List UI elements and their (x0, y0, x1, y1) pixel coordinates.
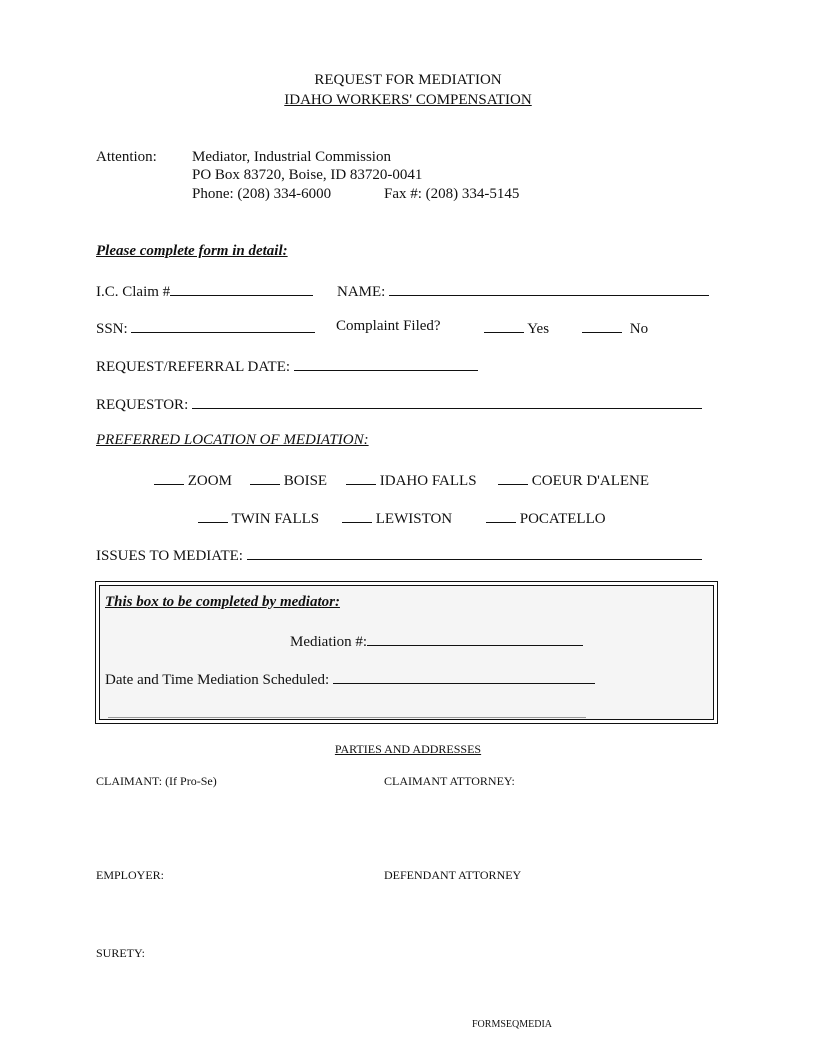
mediator-box (95, 581, 718, 724)
mediator-box-inner (99, 585, 714, 720)
location-coeur-dalene-label: COEUR D'ALENE (531, 473, 650, 489)
referral-date-row (96, 356, 478, 376)
location-heading: PREFERRED LOCATION OF MEDIATION: (96, 432, 369, 448)
mediator-box-heading: This box to be completed by mediator: (105, 594, 340, 610)
claim-number-field[interactable] (170, 281, 313, 296)
complaint-yes-option[interactable] (484, 318, 549, 338)
location-boise-label: BOISE (283, 473, 328, 489)
location-option-pocatello[interactable] (486, 508, 606, 528)
ssn-row (96, 318, 315, 338)
location-lewiston-label: LEWISTON (375, 511, 453, 527)
location-zoom-label: ZOOM (187, 473, 232, 489)
location-option-idaho-falls[interactable] (346, 470, 477, 490)
location-idaho-falls-field[interactable] (346, 470, 376, 485)
mediation-number-field[interactable] (367, 631, 583, 646)
complaint-yes-field[interactable] (484, 318, 524, 333)
location-coeur-dalene-field[interactable] (498, 470, 528, 485)
mediation-number-row (290, 631, 583, 651)
location-option-zoom[interactable] (154, 470, 232, 490)
mediation-scheduled-row (105, 669, 595, 689)
name-label: NAME: (337, 284, 386, 300)
ssn-field[interactable] (131, 318, 315, 333)
mediation-scheduled-field[interactable] (333, 669, 595, 684)
form-code: FORMSEQMEDIA (472, 1019, 553, 1030)
claimant-label: CLAIMANT: (If Pro-Se) (96, 774, 217, 788)
location-option-lewiston[interactable] (342, 508, 452, 528)
location-option-coeur-dalene[interactable] (498, 470, 649, 490)
employer-label: EMPLOYER: (96, 868, 165, 882)
claim-number-row (96, 281, 313, 301)
location-lewiston-field[interactable] (342, 508, 372, 523)
location-twin-falls-field[interactable] (198, 508, 228, 523)
location-twin-falls-label: TWIN FALLS (231, 511, 320, 527)
complaint-no-field[interactable] (582, 318, 622, 333)
requestor-label: REQUESTOR: (96, 397, 189, 413)
name-field[interactable] (389, 281, 709, 296)
complaint-filed-label: Complaint Filed? (336, 318, 441, 334)
issues-field[interactable] (247, 545, 702, 560)
claim-number-label: I.C. Claim # (96, 284, 171, 300)
referral-date-field[interactable] (294, 356, 478, 371)
parties-heading: PARTIES AND ADDRESSES (334, 742, 482, 756)
referral-date-label: REQUEST/REFERRAL DATE: (96, 359, 291, 375)
instructions-heading: Please complete form in detail: (96, 243, 288, 259)
mediation-number-label: Mediation #: (290, 634, 368, 650)
form-title: REQUEST FOR MEDIATION (314, 72, 502, 88)
mediation-scheduled-label: Date and Time Mediation Scheduled: (105, 672, 330, 688)
attention-phone: Phone: (208) 334-6000 (192, 186, 332, 202)
defendant-attorney-label: DEFENDANT ATTORNEY (384, 868, 522, 882)
requestor-row (96, 394, 702, 414)
attention-fax: Fax #: (208) 334-5145 (384, 186, 520, 202)
name-row (337, 281, 709, 301)
location-zoom-field[interactable] (154, 470, 184, 485)
attention-line-2: PO Box 83720, Boise, ID 83720-0041 (192, 167, 423, 183)
complaint-no-label: No (629, 321, 649, 337)
location-pocatello-field[interactable] (486, 508, 516, 523)
issues-label: ISSUES TO MEDIATE: (96, 548, 243, 564)
ssn-label: SSN: (96, 321, 128, 337)
location-option-twin-falls[interactable] (198, 508, 319, 528)
form-subtitle: IDAHO WORKERS' COMPENSATION (284, 92, 532, 108)
claimant-attorney-label: CLAIMANT ATTORNEY: (384, 774, 515, 788)
surety-label: SURETY: (96, 946, 145, 960)
complaint-no-option[interactable] (582, 318, 648, 338)
requestor-field[interactable] (192, 394, 702, 409)
issues-row (96, 545, 702, 565)
attention-label: Attention: (96, 149, 157, 165)
attention-line-1: Mediator, Industrial Commission (192, 149, 391, 165)
complaint-yes-label: Yes (527, 321, 550, 337)
mediator-box-divider (108, 717, 586, 718)
location-pocatello-label: POCATELLO (519, 511, 606, 527)
location-idaho-falls-label: IDAHO FALLS (379, 473, 477, 489)
location-boise-field[interactable] (250, 470, 280, 485)
location-option-boise[interactable] (250, 470, 327, 490)
